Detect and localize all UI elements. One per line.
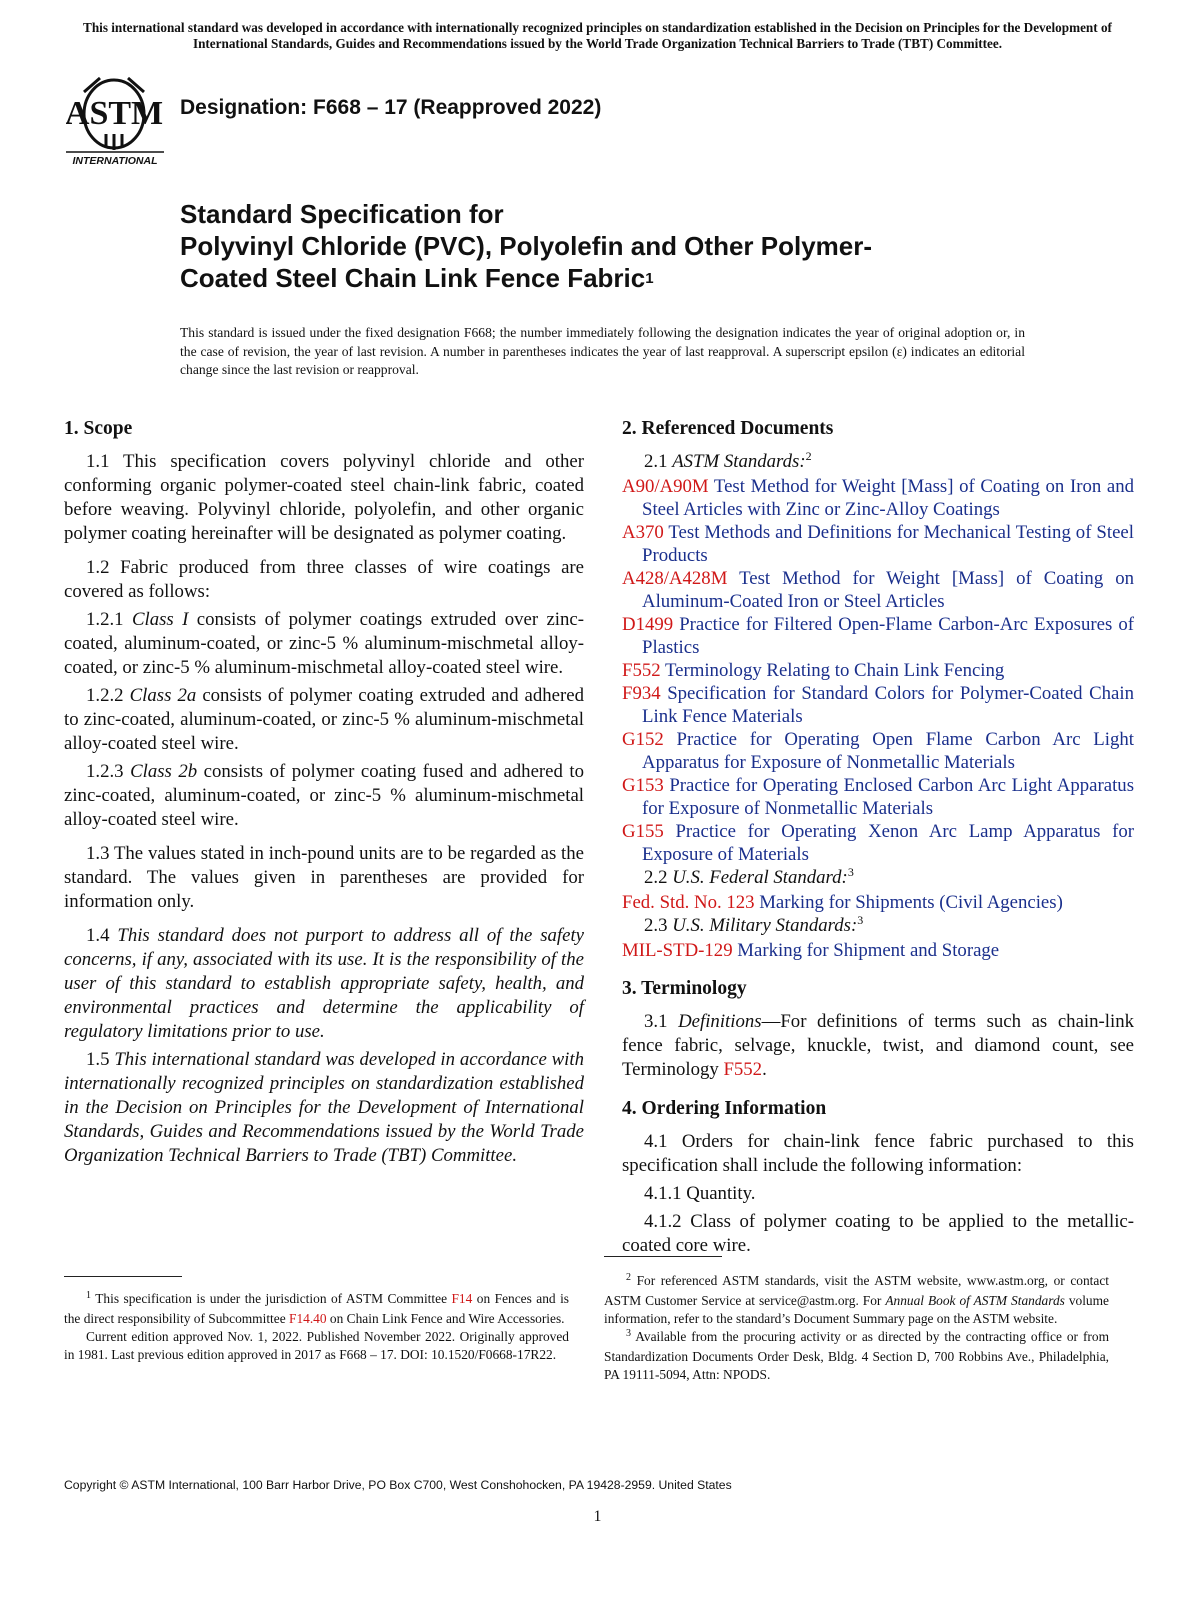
para-4-1: 4.1 Orders for chain-link fence fabric purchased to this specification shall include the following information: (622, 1131, 1134, 1176)
reference-code[interactable]: F934 (622, 683, 661, 704)
footnote-1: $^1$ This specification is under the jurisdiction of ASTM Committee F14 on Fences and is the direct responsibility of Subcommittee F14.40 on Chain Link Fence and Wire Accessories. (64, 1290, 570, 1326)
footnote-rule-right (604, 1256, 722, 1257)
reference-item[interactable] (622, 682, 1134, 728)
reference-title[interactable]: Practice for Operating Open Flame Carbon Arc Light Apparatus for Exposure of Nonmetallic Materials (642, 729, 1134, 773)
reference-title[interactable]: Test Method for Weight [Mass] of Coating on Iron and Steel Articles with Zinc or Zinc-Alloy Coatings (642, 476, 1134, 520)
para-1-4: 1.4 This standard does not purport to address all of the safety concerns, if any, associated with its use. It is the responsibility of the user of this standard to establish appropriate safety, health, and environmental practices and determine the applicability of regulatory limitations prior to use. (64, 925, 585, 1042)
reference-item[interactable] (622, 728, 1134, 774)
reference-item[interactable] (622, 659, 1134, 682)
reference-code[interactable]: A370 (622, 522, 664, 543)
footnote-rule-left (64, 1276, 182, 1277)
document-title (180, 198, 1080, 299)
para-1-5: 1.5 This international standard was developed in accordance with internationally recognized principles on standardization established in the Decision on Principles for the Development of International Standards, Guides and Recommendations issued by the World Trade Organization Technical Barriers to Trade (TBT) Committee. (64, 1049, 584, 1166)
reference-code[interactable]: G153 (622, 775, 664, 796)
title-line-2: Polyvinyl Chloride (PVC), Polyolefin and Other Polymer- (180, 231, 873, 261)
reference-code[interactable]: F552 (622, 660, 661, 681)
svg-text:ASTM: ASTM (66, 95, 164, 132)
reference-title[interactable]: Practice for Filtered Open-Flame Carbon-Arc Exposures of Plastics (642, 614, 1134, 658)
para-1-1: 1.1 This specification covers polyvinyl chloride and other conforming organic polymer-coated steel chain-link fabric, coated before weaving. Polyvinyl chloride, polyolefin, and other organic polymer coating hereinafter will be designated as polymer coating. (64, 451, 584, 544)
footnotes-right (604, 1272, 1109, 1384)
reference-code[interactable]: D1499 (622, 614, 674, 635)
copyright: Copyright © ASTM International, 100 Barr Harbor Drive, PO Box C700, West Conshohocken, PA 19428-2959. United States (64, 1478, 732, 1492)
f552-link[interactable]: F552 (723, 1059, 763, 1080)
military-standards-label: 2.3 U.S. Military Standards:$^3$ (644, 913, 864, 936)
title-line-3: Coated Steel Chain Link Fence Fabric$^1$ (180, 263, 654, 293)
title-line-1: Standard Specification for (180, 199, 504, 229)
reference-code[interactable]: A428/A428M (622, 568, 728, 589)
footnote-3: $^3$ Available from the procuring activity or as directed by the contracting office or from Standardization Documents Order Desk, Bldg. 4 Section D, 700 Robbins Ave., Philadelphia, PA 19111-5094, Attn: NPODS. (604, 1328, 1110, 1382)
svg-text:INTERNATIONAL: INTERNATIONAL (72, 155, 158, 167)
reference-title[interactable]: Terminology Relating to Chain Link Fencing (664, 660, 1005, 681)
f14-40-link[interactable]: F14.40 (289, 1311, 327, 1326)
reference-item[interactable] (622, 567, 1134, 613)
astm-standards-label: 2.1 ASTM Standards:$^2$ (644, 449, 812, 472)
para-4-1-2: 4.1.2 Class of polymer coating to be applied to the metallic-coated core wire. (622, 1211, 1134, 1256)
reference-item[interactable] (622, 774, 1134, 820)
designation: Designation: F668 – 17 (Reapproved 2022) (180, 96, 602, 119)
reference-title[interactable]: Practice for Operating Xenon Arc Lamp Apparatus for Exposure of Materials (642, 821, 1134, 865)
para-1-2-3: 1.2.3 Class 2b consists of polymer coating fused and adhered to zinc-coated, aluminum-coated, or zinc-5 % aluminum-mischmetal alloy-coated steel wire. (64, 761, 585, 830)
reference-item[interactable]: Fed. Std. No. 123 Marking for Shipments (Civil Agencies) (622, 892, 1063, 913)
title-footnote-mark: 1 (645, 270, 654, 287)
right-column (622, 418, 1134, 1268)
reference-title[interactable]: Specification for Standard Colors for Polymer-Coated Chain Link Fence Materials (642, 683, 1134, 727)
ordering-heading: 4. Ordering Information (622, 1098, 827, 1119)
astm-logo (66, 72, 166, 168)
reference-code[interactable]: G155 (622, 821, 664, 842)
footnote-edition: Current edition approved Nov. 1, 2022. Published November 2022. Originally approved in 1981. Last previous edition approved in 2017 as F668 – 17. DOI: 10.1520/F0668-17R22. (64, 1329, 569, 1362)
para-1-3: 1.3 The values stated in inch-pound units are to be regarded as the standard. The values given in parentheses are provided for information only. (64, 843, 584, 912)
astm-reference-list (622, 475, 1134, 866)
para-1-2: 1.2 Fabric produced from three classes of wire coatings are covered as follows: (64, 557, 584, 602)
reference-item[interactable] (622, 820, 1134, 866)
preamble: This standard is issued under the fixed designation F668; the number immediately following the designation indicates the year of original adoption or, in the case of revision, the year of last revision. A number in parentheses indicates the year of last reapproval. A superscript epsilon (ε) indicates an editorial change since the last revision or reapproval. (180, 325, 1025, 377)
para-1-2-2: 1.2.2 Class 2a consists of polymer coating extruded and adhered to zinc-coated, aluminum-coated, or zinc-5 % aluminum-mischmetal alloy-coated steel wire. (64, 685, 584, 754)
para-4-1-1: 4.1.1 Quantity. (644, 1183, 756, 1204)
refdocs-heading: 2. Referenced Documents (622, 418, 834, 439)
f14-link[interactable]: F14 (451, 1291, 473, 1306)
federal-standard-label: 2.2 U.S. Federal Standard:$^3$ (644, 865, 854, 888)
reference-item[interactable] (622, 521, 1134, 567)
reference-title[interactable]: Practice for Operating Enclosed Carbon Arc Light Apparatus for Exposure of Nonmetallic Materials (642, 775, 1134, 819)
reference-code[interactable]: G152 (622, 729, 664, 750)
reference-title[interactable]: Test Methods and Definitions for Mechanical Testing of Steel Products (642, 522, 1134, 566)
para-1-2-1: 1.2.1 Class I consists of polymer coatings extruded over zinc-coated, aluminum-coated, or zinc-5 % aluminum-mischmetal alloy-coated, or zinc-5 % aluminum-mischmetal alloy-coated steel wire. (64, 609, 584, 678)
reference-code[interactable]: A90/A90M (622, 476, 709, 497)
wto-notice: This international standard was developed in accordance with internationally recognized principles on standardization established in the Decision on Principles for the Development of International Standards, Guides and Recommendations issued by the World Trade Organization Technical Barriers to Trade (TBT) Committee. (83, 20, 1112, 51)
left-column (64, 418, 584, 1178)
footnote-2: $^2$ For referenced ASTM standards, visit the ASTM website, www.astm.org, or contact ASTM Customer Service at service@astm.org. For Annual Book of ASTM Standards volume information, refer to the standard’s Document Summary page on the ASTM website. (604, 1272, 1109, 1326)
reference-title[interactable]: Test Method for Weight [Mass] of Coating on Aluminum-Coated Iron or Steel Articles (642, 568, 1135, 612)
page-number: 1 (593, 1508, 602, 1525)
para-3-1: 3.1 Definitions—For definitions of terms such as chain-link fence fabric, selvage, knuckle, twist, and diamond count, see Terminology F552. (622, 1011, 1134, 1080)
reference-item[interactable] (622, 475, 1134, 521)
reference-item[interactable] (622, 613, 1134, 659)
terminology-heading: 3. Terminology (622, 978, 747, 999)
footnotes-left (64, 1290, 569, 1364)
scope-heading: 1. Scope (64, 418, 133, 439)
reference-item[interactable]: MIL-STD-129 Marking for Shipment and Storage (622, 940, 1000, 961)
